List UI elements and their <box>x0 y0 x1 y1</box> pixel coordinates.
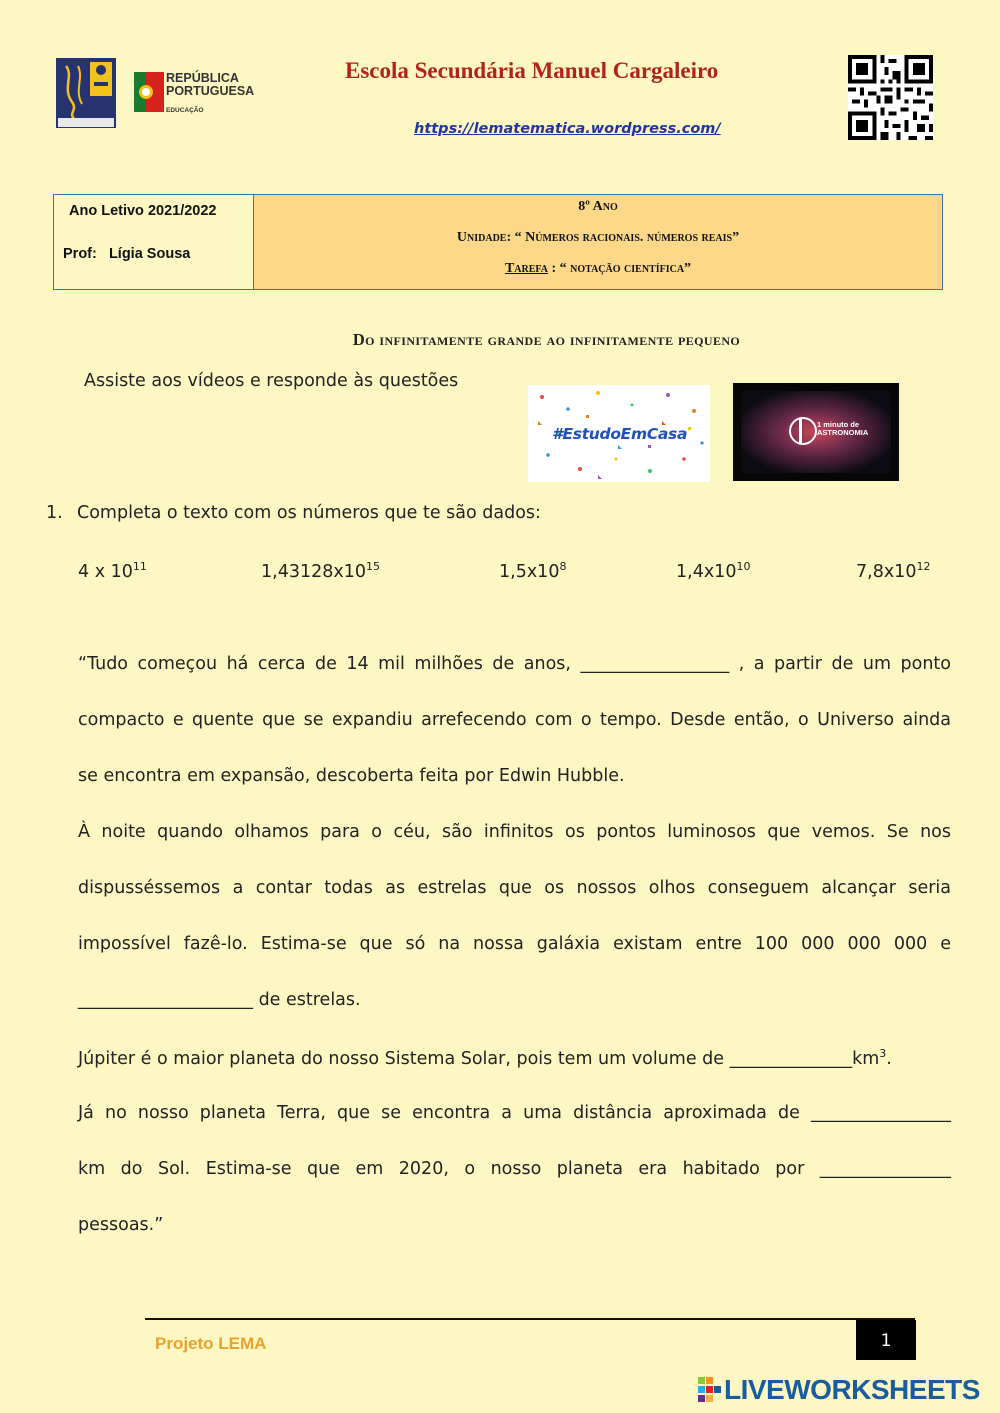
project-label: Projeto LEMA <box>155 1334 267 1353</box>
qr-code-icon <box>848 55 933 140</box>
text-line-jupiter: Júpiter é o maior planeta do nosso Sistema Solar, pois tem um volume de $\_\_\_\_\_\_\_\_\_\_\_\_\_\_km^3$. <box>78 1047 892 1069</box>
task <box>254 261 942 277</box>
jupiter-exponent: 3 <box>879 1047 887 1060</box>
republica-portuguesa-logo <box>134 66 259 118</box>
teacher <box>63 246 190 262</box>
info-right-cell <box>254 195 942 289</box>
website-link[interactable]: https://lematematica.wordpress.com/ <box>414 121 721 137</box>
text-line: impossível fazê-lo. Estima-se que só na nossa galáxia existam entre 100 000 000 000 e <box>78 934 951 954</box>
liveworksheets-brand <box>698 1374 980 1406</box>
text-line: se encontra em expansão, descoberta feita por Edwin Hubble. <box>78 766 625 786</box>
question-1 <box>46 503 541 523</box>
unit <box>254 230 942 246</box>
liveworksheets-icon <box>698 1377 722 1403</box>
educacao-text: EDUCAÇÃO <box>166 107 204 114</box>
school-logo <box>56 58 116 128</box>
video-thumbnail-astronomia[interactable] <box>733 383 899 481</box>
intro-text: Assiste aos vídeos e responde às questões <box>84 371 459 391</box>
school-name: Escola Secundária Manuel Cargaleiro <box>345 58 719 83</box>
text-line: Já no nosso planeta Terra, que se encontra a uma distância aproximada de ________________ <box>78 1103 951 1123</box>
text-line: km do Sol. Estima-se que em 2020, o nosso planeta era habitado por _______________ <box>78 1159 951 1179</box>
text-line: dispusséssemos a contar todas as estrelas que os nossos olhos conseguem alcançar seria <box>78 878 951 898</box>
unit-value: “ Números racionais. números reais” <box>514 230 740 245</box>
info-table <box>53 194 943 290</box>
page-number: 1 <box>856 1320 916 1360</box>
number-option: $7,8x10^{12}$ <box>856 560 931 582</box>
liveworksheets-text: LIVEWORKSHEETS <box>724 1374 980 1405</box>
text-line: ____________________ de estrelas. <box>78 990 361 1010</box>
task-value: : “ notação científica” <box>551 261 692 276</box>
video-thumbnail-estudoemcasa[interactable] <box>528 385 710 482</box>
astronomia-label: 1 minuto de ASTRONOMIA <box>817 420 869 437</box>
section-title: Do infinitamente grande ao infinitamente pequeno <box>352 330 741 349</box>
task-label: Tarefa <box>504 261 548 276</box>
grade: 8º Ano <box>578 199 618 214</box>
question-prompt: Completa o texto com os números que te são dados: <box>77 503 541 523</box>
question-number: 1. <box>46 503 63 523</box>
number-option: $1,4x10^{10}$ <box>676 560 751 582</box>
text-line: À noite quando olhamos para o céu, são infinitos os pontos luminosos que vemos. Se nos <box>78 822 951 842</box>
teacher-label: Prof: <box>63 246 97 262</box>
republica-text: REPÚBLICA PORTUGUESA <box>166 71 255 98</box>
school-year: Ano Letivo 2021/2022 <box>69 203 217 219</box>
number-option: $1,43128x10^{15}$ <box>261 560 380 582</box>
number-option: 4 x $10^{11}$ <box>78 560 147 582</box>
teacher-name: Lígia Sousa <box>108 246 191 262</box>
text-line: “Tudo começou há cerca de 14 mil milhões de anos, _________________ , a partir de um ponto <box>78 654 951 674</box>
footer-divider <box>145 1318 915 1320</box>
info-left-cell <box>54 195 254 289</box>
number-option: $1,5x10^8$ <box>499 560 567 582</box>
unit-label: Unidade: <box>456 230 512 245</box>
estudoemcasa-label: #EstudoEmCasa <box>552 425 688 443</box>
text-line: pessoas.” <box>78 1215 164 1235</box>
text-line: compacto e quente que se expandiu arrefecendo com o tempo. Desde então, o Universo ainda <box>78 710 951 730</box>
